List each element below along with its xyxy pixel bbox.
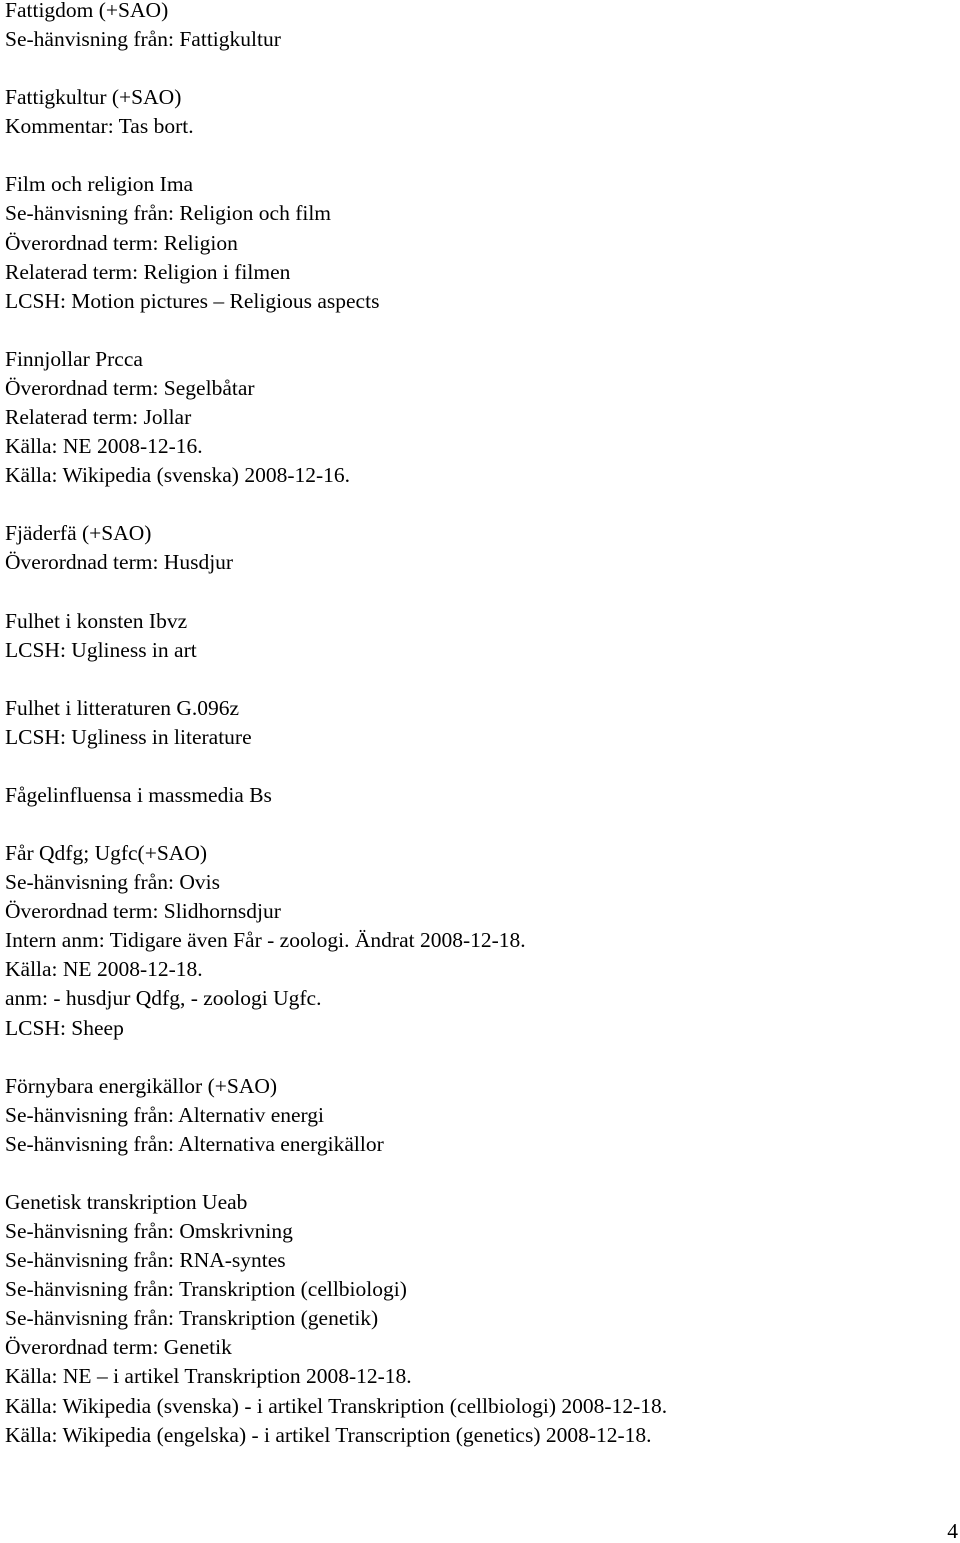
- entry-reference-line: Se-hänvisning från: Alternativ energi: [5, 1102, 325, 1127]
- entry-reference-line: LCSH: Ugliness in art: [5, 637, 197, 662]
- entry-reference-line: anm: - husdjur Qdfg, - zoologi Ugfc.: [5, 986, 322, 1011]
- entry-reference-line: Källa: Wikipedia (engelska) - i artikel Transcription (genetics) 2008-12-18.: [5, 1422, 652, 1447]
- thesaurus-entry: [5, 345, 945, 490]
- entry-heading: Fulhet i konsten Ibvz: [5, 608, 188, 633]
- entry-reference-line: Se-hänvisning från: Religion och film: [5, 201, 332, 226]
- entry-heading: Fulhet i litteraturen G.096z: [5, 695, 240, 720]
- entry-heading: Film och religion Ima: [5, 172, 194, 197]
- entry-reference-line: Se-hänvisning från: Transkription (genetik): [5, 1306, 379, 1331]
- entry-heading: Får Qdfg; Ugfc(+SAO): [5, 840, 208, 865]
- entry-reference-line: LCSH: Motion pictures – Religious aspects: [5, 288, 380, 313]
- entry-reference-line: Källa: NE 2008-12-18.: [5, 957, 203, 982]
- entry-reference-line: Relaterad term: Religion i filmen: [5, 259, 291, 284]
- entry-heading: Fjäderfä (+SAO): [5, 521, 152, 546]
- entry-reference-line: Relaterad term: Jollar: [5, 405, 192, 430]
- thesaurus-entry: [5, 839, 945, 1043]
- entry-reference-line: Se-hänvisning från: Fattigkultur: [5, 27, 281, 52]
- entry-reference-line: LCSH: Sheep: [5, 1015, 124, 1040]
- entry-heading: Finnjollar Prcca: [5, 346, 143, 371]
- thesaurus-entry: [5, 83, 945, 141]
- entry-reference-line: Intern anm: Tidigare även Får - zoologi. Ändrat 2008-12-18.: [5, 928, 526, 953]
- thesaurus-entry-list: [5, 0, 945, 1479]
- thesaurus-entry: [5, 1188, 945, 1450]
- thesaurus-entry: [5, 694, 945, 752]
- entry-reference-line: Överordnad term: Genetik: [5, 1335, 232, 1360]
- entry-heading: Fattigdom (+SAO): [5, 0, 169, 22]
- entry-heading: Förnybara energikällor (+SAO): [5, 1073, 278, 1098]
- entry-reference-line: Överordnad term: Religion: [5, 230, 238, 255]
- entry-reference-line: Överordnad term: Husdjur: [5, 550, 234, 575]
- entry-reference-line: Överordnad term: Segelbåtar: [5, 375, 255, 400]
- entry-reference-line: Se-hänvisning från: RNA-syntes: [5, 1248, 286, 1273]
- entry-reference-line: Källa: NE – i artikel Transkription 2008-12-18.: [5, 1364, 412, 1389]
- entry-reference-line: Överordnad term: Slidhornsdjur: [5, 899, 281, 924]
- entry-reference-line: LCSH: Ugliness in literature: [5, 724, 252, 749]
- entry-heading: Genetisk transkription Ueab: [5, 1189, 248, 1214]
- thesaurus-entry: [5, 1072, 945, 1159]
- thesaurus-entry: [5, 781, 945, 810]
- entry-reference-line: Se-hänvisning från: Alternativa energikällor: [5, 1131, 384, 1156]
- entry-reference-line: Källa: NE 2008-12-16.: [5, 434, 203, 459]
- entry-reference-line: Källa: Wikipedia (svenska) 2008-12-16.: [5, 463, 351, 488]
- thesaurus-entry: [5, 0, 945, 54]
- thesaurus-entry: [5, 607, 945, 665]
- thesaurus-entry: [5, 170, 945, 315]
- entry-reference-line: Se-hänvisning från: Omskrivning: [5, 1219, 293, 1243]
- entry-reference-line: Se-hänvisning från: Transkription (cellbiologi): [5, 1277, 407, 1302]
- entry-reference-line: Se-hänvisning från: Ovis: [5, 870, 220, 895]
- entry-reference-line: Källa: Wikipedia (svenska) - i artikel Transkription (cellbiologi) 2008-12-18.: [5, 1393, 668, 1418]
- entry-heading: Fattigkultur (+SAO): [5, 85, 182, 110]
- thesaurus-entry: [5, 519, 945, 577]
- page-number: 4: [947, 1519, 958, 1543]
- entry-reference-line: Kommentar: Tas bort.: [5, 114, 194, 139]
- entry-heading: Fågelinfluensa i massmedia Bs: [5, 782, 272, 807]
